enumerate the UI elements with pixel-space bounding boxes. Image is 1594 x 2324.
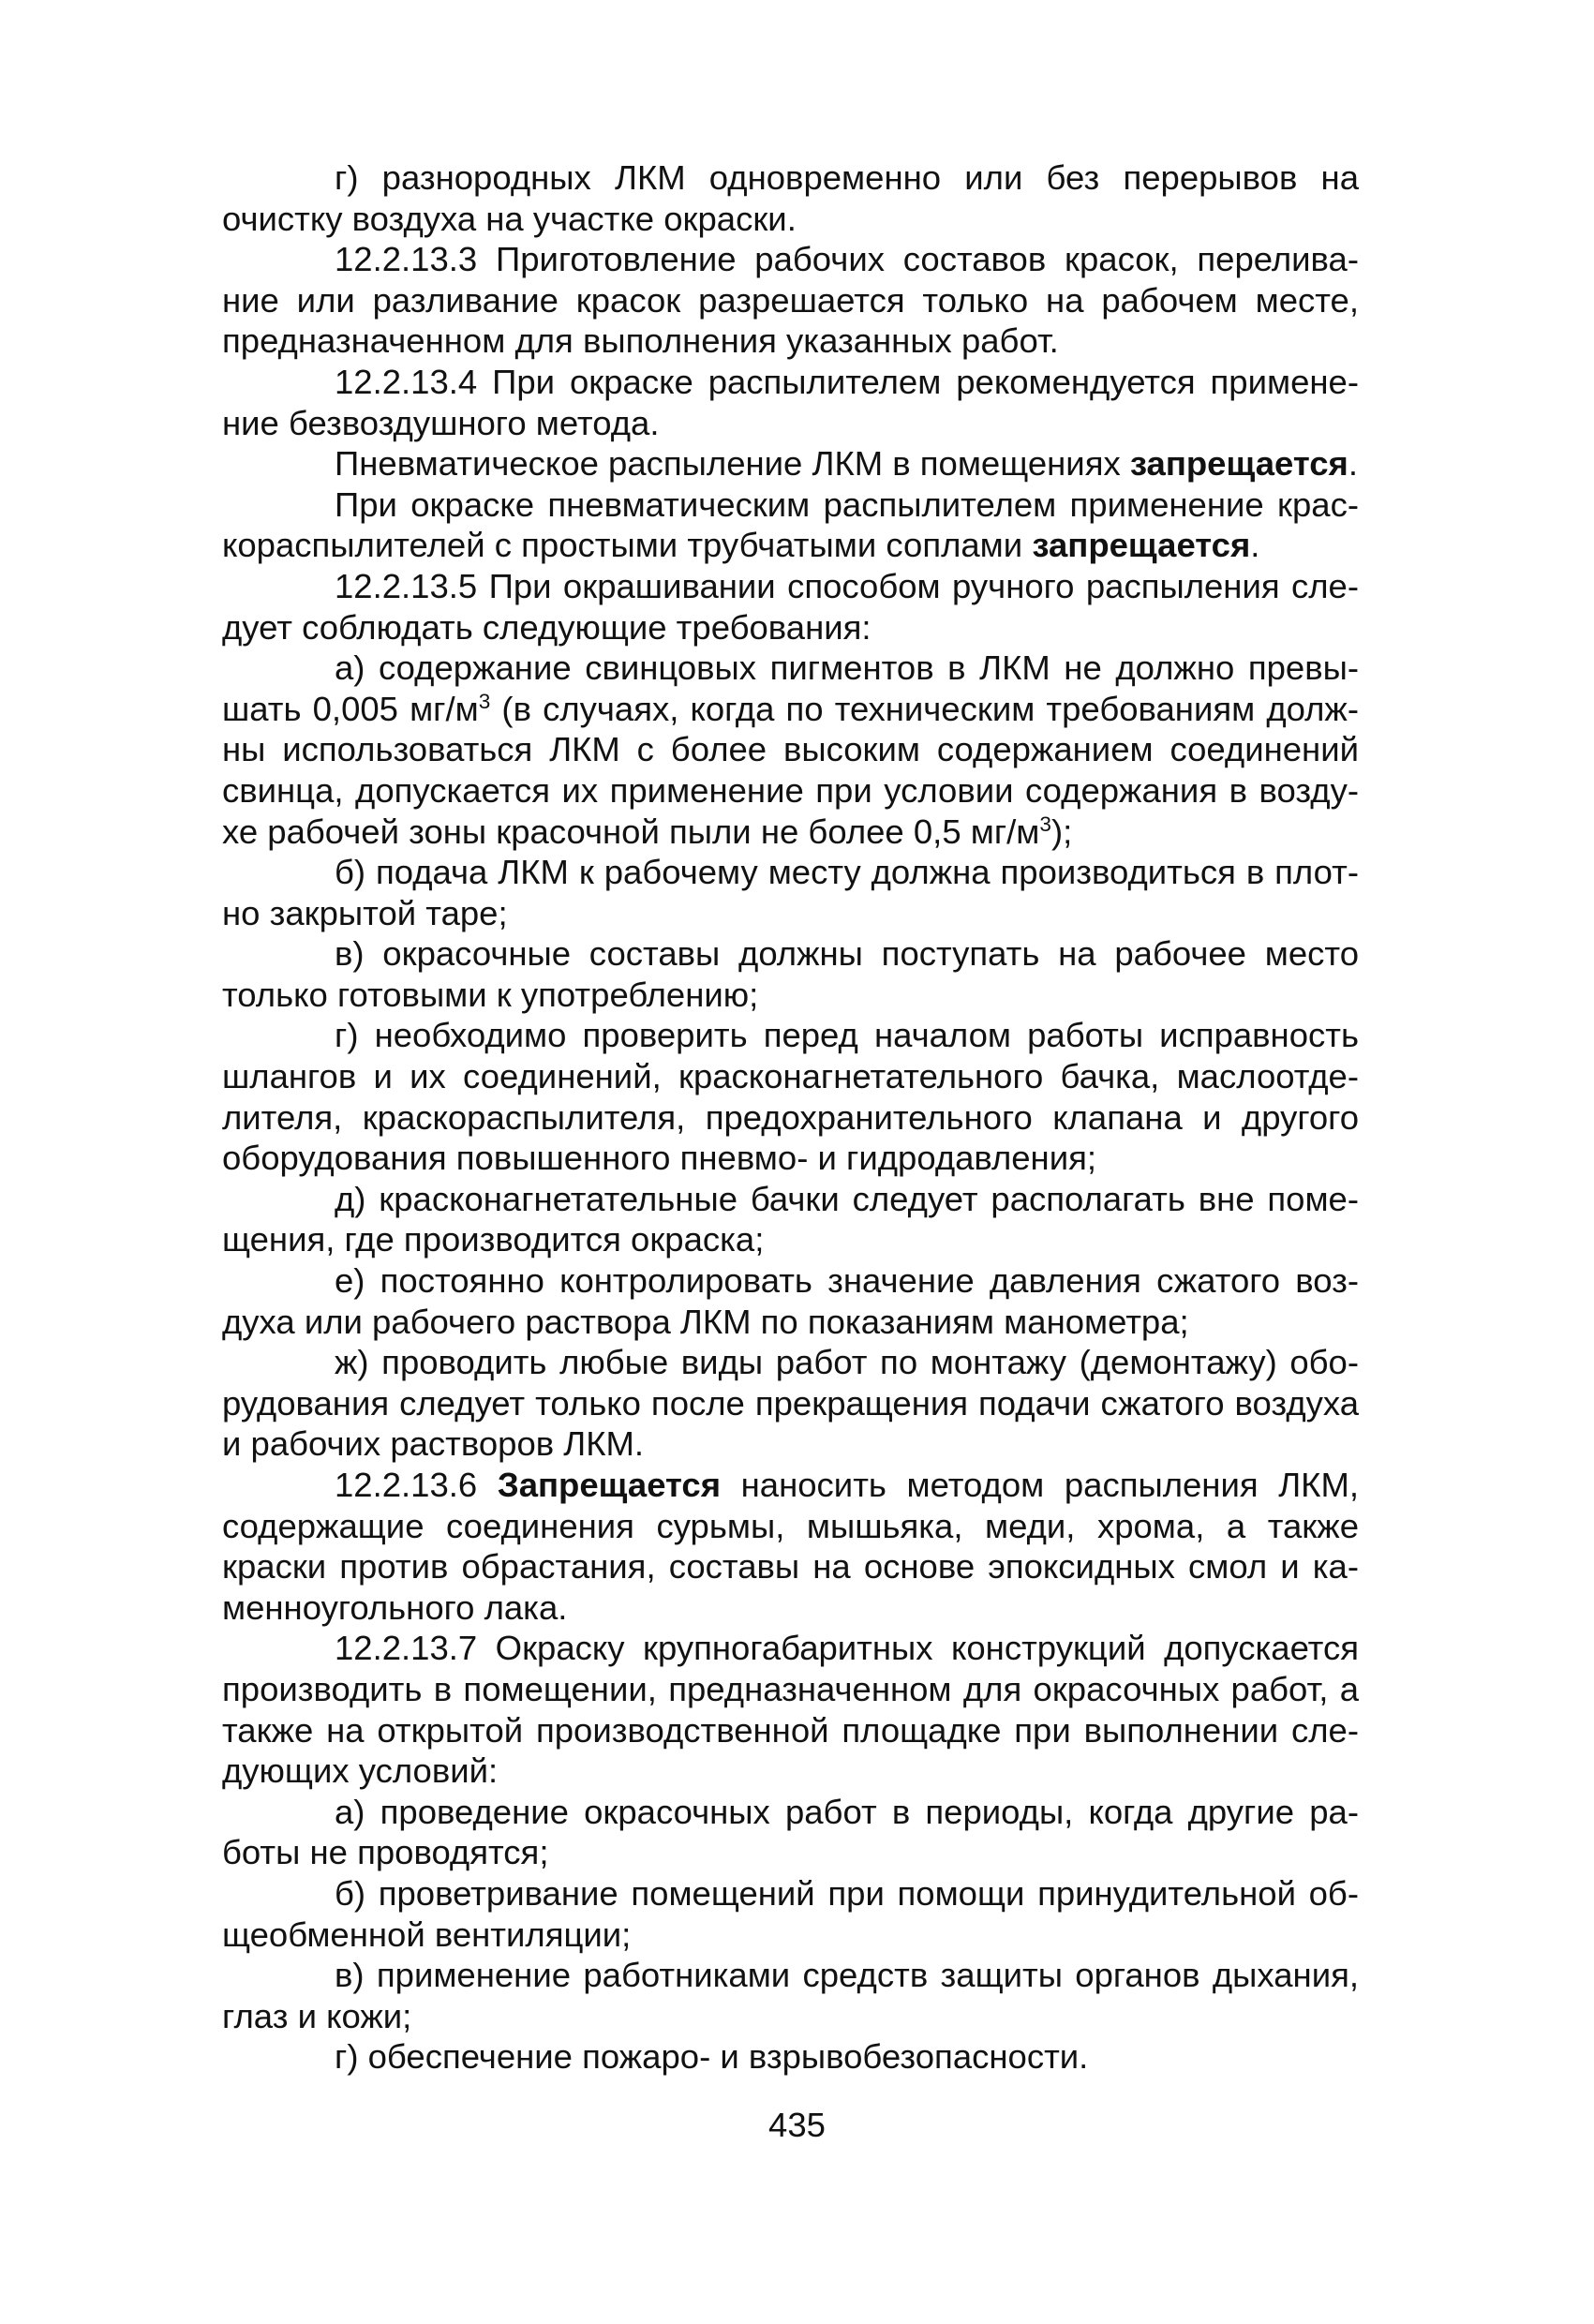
paragraph-g-mixed-paints: г) разнородных ЛКМ одновременно или без перерывов на очистку воздуха на участке окраски.: [222, 158, 1359, 238]
superscript-3: 3: [1039, 812, 1051, 836]
paragraph-zh-mounting-works: ж) проводить любые виды работ по монтажу (демонтажу) оборудования следует только после прекращения подачи сжатого воздуха и рабочих растворов ЛКМ.: [222, 1343, 1359, 1464]
paragraph-12-2-13-4: 12.2.13.4 При окраске распылителем рекомендуется применение безвоздушного метода.: [222, 362, 1359, 442]
paragraph-g-check-equipment: г) необходимо проверить перед началом работы исправность шлангов и их соединений, красконагнетательного бачка, маслоотделителя, краскораспылителя, предохранительного клапана и другого оборудования повышенного пневмо- и гидродавления;: [222, 1016, 1359, 1178]
paragraph-v-ready-compositions: в) окрасочные составы должны поступать на рабочее место только готовыми к употреблению;: [222, 934, 1359, 1014]
paragraph-text-end: наносить методом распыления ЛКМ, содержащие соединения сурьмы, мышьяка, меди, хрома, а также краски против обрастания, составы на основе эпоксидных смол и каменноугольного лака.: [222, 1466, 1359, 1627]
document-page: [222, 157, 1359, 2078]
paragraph-b-supply: б) подача ЛКМ к рабочему месту должна производиться в плотно закрытой таре;: [222, 853, 1359, 932]
paragraph-a-lead-pigments: [222, 648, 1359, 852]
paragraph-g-fire-safety: г) обеспечение пожаро- и взрывобезопасности.: [335, 2037, 1089, 2077]
paragraph-e-pressure-control: е) постоянно контролировать значение давления сжатого воздуха или рабочего раствора ЛКМ по показаниям манометра;: [222, 1261, 1359, 1341]
paragraph-12-2-13-3: 12.2.13.3 Приготовление рабочих составов красок, переливание или разливание красок разрешается только на рабочем месте, предназначенном для выполнения указанных работ.: [222, 240, 1359, 361]
paragraph-text: 12.2.13.6: [335, 1466, 498, 1504]
paragraph-pneumatic-prohibited: [222, 443, 1359, 484]
paragraph-12-2-13-5: 12.2.13.5 При окрашивании способом ручного распыления следует соблюдать следующие требования:: [222, 566, 1359, 647]
paragraph-text-middle: (в случаях, когда по техническим требованиям должны использоваться ЛКМ с более высоким содержанием соединений свинца, допускается их применение при условии содержания в воздухе рабочей зоны красочной пыли не более 0,5 мг/м: [222, 689, 1359, 851]
paragraph-v-protective-equipment: в) применение работниками средств защиты органов дыхания, глаз и кожи;: [222, 1956, 1359, 2035]
prohibited-emphasis: запрещается: [1129, 444, 1348, 484]
paragraph-text: Пневматическое распыление ЛКМ в помещениях: [335, 444, 1130, 484]
prohibited-emphasis: запрещается: [1032, 526, 1251, 565]
paragraph-text: При окраске пневматическим распылителем применение краскораспылителей с простыми трубчатыми соплами: [222, 484, 1359, 565]
paragraph-text: а) содержание свинцовых пигментов в ЛКМ не должно превышать 0,005 мг/м: [222, 648, 1359, 728]
paragraph-12-2-13-7: 12.2.13.7 Окраску крупногабаритных конструкций допускается производить в помещении, предназначенном для окрасочных работ, а также на открытой производственной площадке при выполнении следующих условий:: [222, 1629, 1359, 1791]
paragraph-12-2-13-6: [222, 1465, 1359, 1628]
superscript-3: 3: [478, 689, 491, 713]
paragraph-text-end: );: [1051, 812, 1073, 851]
prohibited-emphasis: Запрещается: [497, 1466, 722, 1504]
paragraph-text-end: .: [1348, 444, 1358, 484]
paragraph-d-tanks-outside: д) красконагнетательные бачки следует располагать вне помещения, где производится окраска;: [222, 1179, 1359, 1259]
page-number: 435: [768, 2106, 826, 2144]
paragraph-b-ventilation: б) проветривание помещений при помощи принудительной общеобменной вентиляции;: [222, 1873, 1359, 1954]
paragraph-a-painting-periods: а) проведение окрасочных работ в периоды, когда другие работы не проводятся;: [222, 1792, 1359, 1872]
paragraph-tubular-nozzles-prohibited: [222, 484, 1359, 566]
paragraph-text-end: .: [1250, 526, 1260, 565]
